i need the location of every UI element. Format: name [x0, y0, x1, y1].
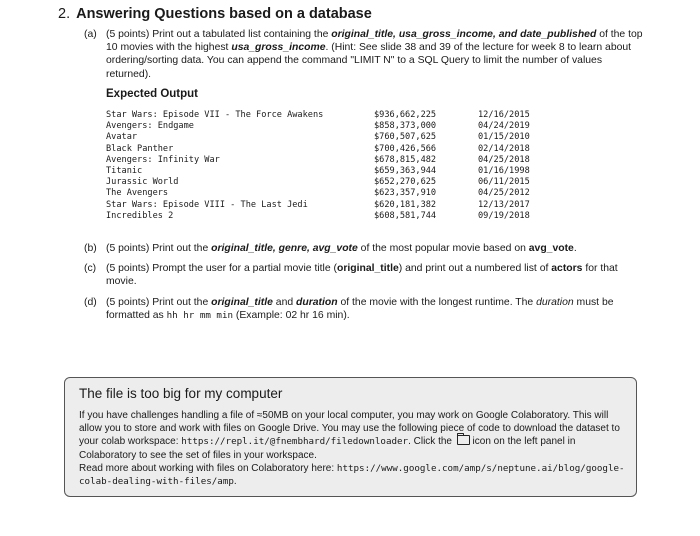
movie-title-cell: Star Wars: Episode VIII - The Last Jedi — [106, 199, 308, 210]
question-c-text — [106, 262, 644, 288]
question-c-text-1: (5 points) Prompt the user for a partial movie title ( — [106, 263, 337, 274]
folder-icon — [457, 435, 470, 445]
question-c-label: (c) — [84, 263, 97, 274]
date-published-cell: 01/16/1998 — [478, 165, 530, 176]
question-d-duration-word: duration — [536, 297, 574, 308]
movie-title-cell: Star Wars: Episode VII - The Force Awakens — [106, 110, 324, 120]
question-c — [84, 262, 644, 288]
question-b — [84, 242, 644, 255]
result-row — [106, 110, 546, 121]
info-box-p1: If you have challenges handling a file of ≈50MB on your local computer, you may work on Google Colaboratory. This will allow you to store and work with files on Google Drive. You may use the following piece of code to download the dataset to your colab workspace: — [79, 410, 620, 448]
gross-income-cell: $652,270,625 — [374, 177, 437, 188]
question-d-title-field: original_title — [211, 297, 273, 308]
question-d-duration-field: duration — [296, 297, 338, 308]
question-d-format: hh hr mm min — [166, 310, 234, 322]
gross-income-cell: $700,426,566 — [374, 143, 437, 154]
gross-income-cell: $623,357,910 — [374, 188, 437, 199]
result-row — [106, 211, 546, 222]
movie-title-cell: The Avengers — [106, 188, 169, 199]
gross-income-cell: $620,181,382 — [374, 199, 437, 210]
info-box-p2: . Click the — [408, 436, 455, 448]
question-c-field: original_title — [337, 263, 399, 274]
question-a-fields: original_title, usa_gross_income, and date_published — [331, 29, 597, 40]
info-box-p5: . — [233, 476, 237, 488]
info-box-text — [79, 409, 627, 488]
section-number: 2. — [58, 6, 71, 22]
question-a-sort-field: usa_gross_income — [231, 42, 326, 54]
question-b-sort-field: avg_vote — [528, 243, 574, 254]
gross-income-cell: $760,507,625 — [374, 132, 437, 143]
movie-title-cell: Avengers: Endgame — [106, 121, 194, 132]
gross-income-cell: $608,581,744 — [374, 210, 437, 221]
date-published-cell: 12/16/2015 — [478, 110, 530, 120]
expected-output-table — [106, 110, 546, 222]
gross-income-cell: $659,363,944 — [374, 165, 437, 176]
question-d-example: (Example: 02 hr 16 min). — [233, 310, 350, 322]
date-published-cell: 12/13/2017 — [478, 199, 530, 210]
question-a-text — [106, 28, 644, 81]
colab-files-link[interactable]: https://www.google.com/amp/s/neptune.ai/blog/google-colab-dealing-with-files/amp — [79, 462, 625, 488]
movie-title-cell: Incredibles 2 — [106, 210, 174, 221]
question-c-actors: actors — [551, 263, 583, 274]
info-box-p4: Read more about working with files on Colaboratory here: — [79, 462, 337, 474]
expected-output-heading: Expected Output — [106, 88, 199, 100]
result-row — [106, 121, 546, 132]
gross-income-cell: $858,373,000 — [374, 121, 437, 132]
question-d-text-4: must be formatted as — [106, 297, 614, 322]
date-published-cell: 09/19/2018 — [478, 210, 530, 221]
movie-title-cell: Avengers: Infinity War — [106, 154, 220, 165]
date-published-cell: 02/14/2018 — [478, 143, 530, 154]
date-published-cell: 06/11/2015 — [478, 177, 530, 188]
movie-title-cell: Avatar — [106, 132, 138, 143]
question-b-text-2: of the most popular movie based on — [357, 243, 529, 254]
question-a-text-1: (5 points) Print out a tabulated list containing the — [106, 29, 332, 40]
result-row — [106, 200, 546, 211]
info-box — [64, 377, 637, 497]
question-b-label: (b) — [84, 243, 97, 254]
question-d — [84, 296, 644, 322]
question-a-hint: . (Hint: See slide 38 and 39 of the lecture for week 8 to learn about ordering/sorting data. You can append the command "LIMIT N" to a SQL Query to limit the number of values returned). — [106, 42, 632, 80]
date-published-cell: 04/25/2012 — [478, 188, 530, 199]
result-row — [106, 155, 546, 166]
section-title: Answering Questions based on a database — [76, 6, 372, 22]
question-b-text-1: (5 points) Print out the — [106, 243, 212, 254]
date-published-cell: 01/15/2010 — [478, 132, 530, 143]
question-a-label: (a) — [84, 29, 97, 40]
question-d-text-2: and — [272, 297, 297, 308]
question-d-label: (d) — [84, 297, 97, 308]
question-a — [84, 28, 644, 81]
question-b-fields: original_title, genre, avg_vote — [211, 243, 358, 254]
movie-title-cell: Jurassic World — [106, 177, 179, 188]
gross-income-cell: $936,662,225 — [374, 110, 437, 120]
result-row — [106, 177, 546, 188]
question-d-text-1: (5 points) Print out the — [106, 297, 212, 308]
movie-title-cell: Black Panther — [106, 143, 174, 154]
date-published-cell: 04/24/2019 — [478, 121, 530, 132]
question-b-text — [106, 242, 644, 255]
result-row — [106, 166, 546, 177]
info-box-p3: icon on the left panel in Colaboratory to see the set of files in your workspace. — [79, 436, 576, 461]
result-row — [106, 144, 546, 155]
question-a-text-2: of the top 10 movies with the highest — [106, 29, 643, 54]
movie-title-cell: Titanic — [106, 165, 143, 176]
result-row — [106, 132, 546, 143]
section-heading — [58, 6, 372, 22]
info-box-title: The file is too big for my computer — [79, 386, 283, 401]
question-c-text-3: for that movie. — [106, 263, 618, 288]
question-c-text-2: ) and print out a numbered list of — [398, 263, 552, 274]
downloader-link[interactable]: https://repl.it/@fnembhard/filedownloader — [181, 436, 409, 448]
question-d-text-3: of the movie with the longest runtime. The — [337, 297, 537, 308]
question-b-text-3: . — [573, 243, 577, 254]
gross-income-cell: $678,815,482 — [374, 154, 437, 165]
question-d-text — [106, 296, 644, 322]
result-row — [106, 188, 546, 199]
date-published-cell: 04/25/2018 — [478, 154, 530, 165]
